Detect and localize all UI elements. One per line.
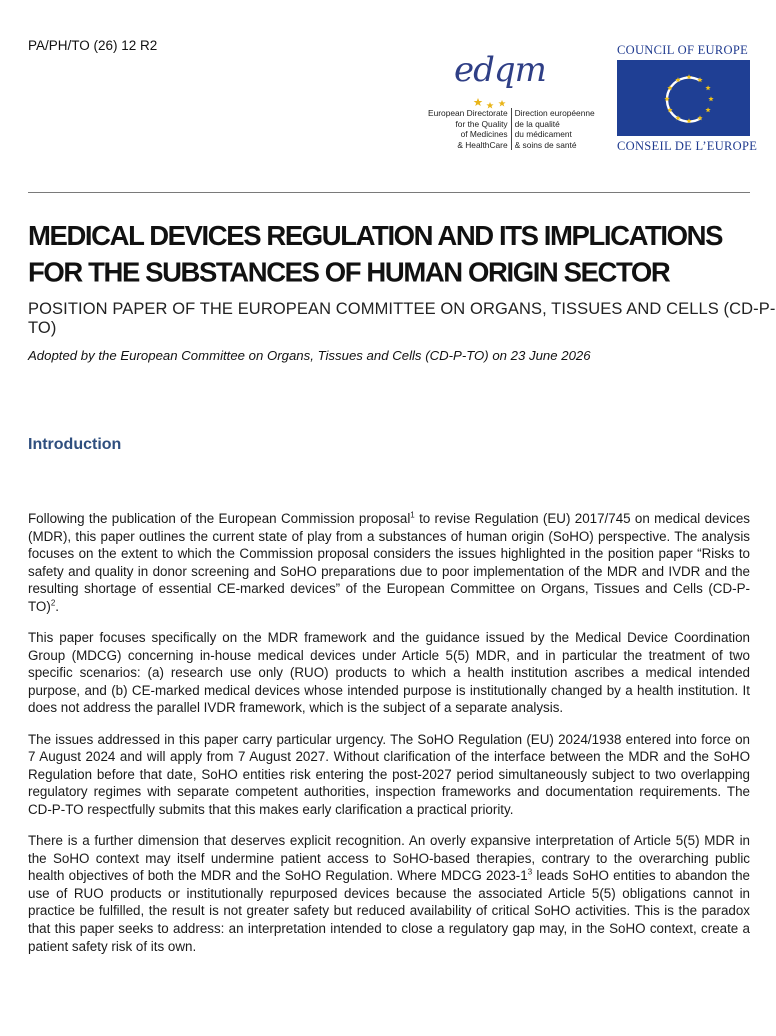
document-title: MEDICAL DEVICES REGULATION AND ITS IMPLICATIONS FOR THE SUBSTANCES OF HUMAN ORIGIN SECTOR <box>28 219 723 288</box>
adoption-statement: Adopted by the European Committee on Organs, Tissues and Cells (CD-P-TO) on 23 June 2026 <box>28 348 591 363</box>
edqm-logo <box>428 50 598 160</box>
paragraph-4: There is a further dimension that deserves explicit recognition. An overly expansive interpretation of Article 5(5) MDR in the SoHO context may itself undermine patient access to SoHO-based therapies, contrary to the overarching public health objectives of both the MDR and the SoHO Regulation. Where MDCG $2023-1^3$ leads SoHO entities to abandon the use of RUO products or institutionally repurposed devices because the associated Article 5(5) obligations cannot in practice be fulfilled, the result is not greater safety but reduced availability of critical SoHO activities. This is the paradox that this paper seeks to address: an interpretation intended to close a regulatory gap may, in the SoHO context, create a patient safety risk of its own. <box>28 833 751 954</box>
paragraph-3: The issues addressed in this paper carry particular urgency. The SoHO Regulation (EU) 2024/1938 entered into force on 7 August 2024 and will apply from 7 August 2027. Without clarification of the interface between the MDR and the SoHO Regulation before that date, SoHO entities risk entering the post-2027 period simultaneously subject to two overlapping regulatory regimes with separate competent authorities, inspection frameworks and documentation requirements. The CD-P-TO respectfully submits that this makes early clarification a practical priority. <box>28 731 750 817</box>
coe-flag-icon <box>617 60 750 136</box>
council-of-europe-logo <box>617 43 758 154</box>
coe-name-french: CONSEIL DE L’EUROPE <box>617 139 758 153</box>
body-text <box>28 510 750 969</box>
footnote-ref-1[interactable]: 1 <box>410 510 415 520</box>
footnote-ref-3[interactable]: 3 <box>527 867 533 877</box>
document-reference: PA/PH/TO (26) 12 R2 <box>28 38 158 53</box>
edqm-french-name: Direction européenne de la qualité du médicament & soins de santé <box>514 108 595 150</box>
edqm-stars-icon <box>464 80 544 110</box>
header-divider <box>28 192 750 193</box>
footnote-ref-2[interactable]: 2 <box>50 598 56 608</box>
coe-star-icon <box>708 96 713 101</box>
coe-star-icon <box>705 85 710 90</box>
paragraph-1: Following the publication of the European Commission proposal$^1$ to revise Regulation (EU) 2017/745 on medical devices (MDR), this paper outlines the current state of play from a substances of human origin (SoHO) perspective. The analysis focuses on the extent to which the Commission proposal considers the issues highlighted in the position paper “Risks to safety and quality in donor screening and SoHO preparations due to poor implementation of the MDR and IVDR and the resulting shortage of essential CE-marked devices” of the European Committee on Organs, Tissues and Cells $(CD-P-TO)^2$. <box>28 510 750 614</box>
coe-star-icon <box>697 77 702 82</box>
paragraph-2: This paper focuses specifically on the MDR framework and the guidance issued by the Medical Device Coordination Group (MDCG) concerning in-house medical devices under Article 5(5) MDR, and in particular the treatment of two specific scenarios: (a) research use only (RUO) products to which a health institution ascribes a medical intended purpose, and (b) CE-marked medical devices whose intended purpose is institutionally changed by a health institution. It does not address the parallel IVDR framework, which is the subject of a separate analysis. <box>28 630 750 716</box>
edqm-english-name: European Directorate for the Quality of Medicines & HealthCare <box>428 108 512 150</box>
coe-star-icon <box>705 107 710 112</box>
document-subtitle: POSITION PAPER OF THE EUROPEAN COMMITTEE ON ORGANS, TISSUES AND CELLS (CD-P-TO) <box>28 300 776 337</box>
edqm-name-block <box>428 108 595 150</box>
section-heading-introduction: Introduction <box>28 436 122 453</box>
coe-name-english: COUNCIL OF EUROPE <box>617 43 749 57</box>
edqm-wordmark: edqm <box>454 50 546 90</box>
